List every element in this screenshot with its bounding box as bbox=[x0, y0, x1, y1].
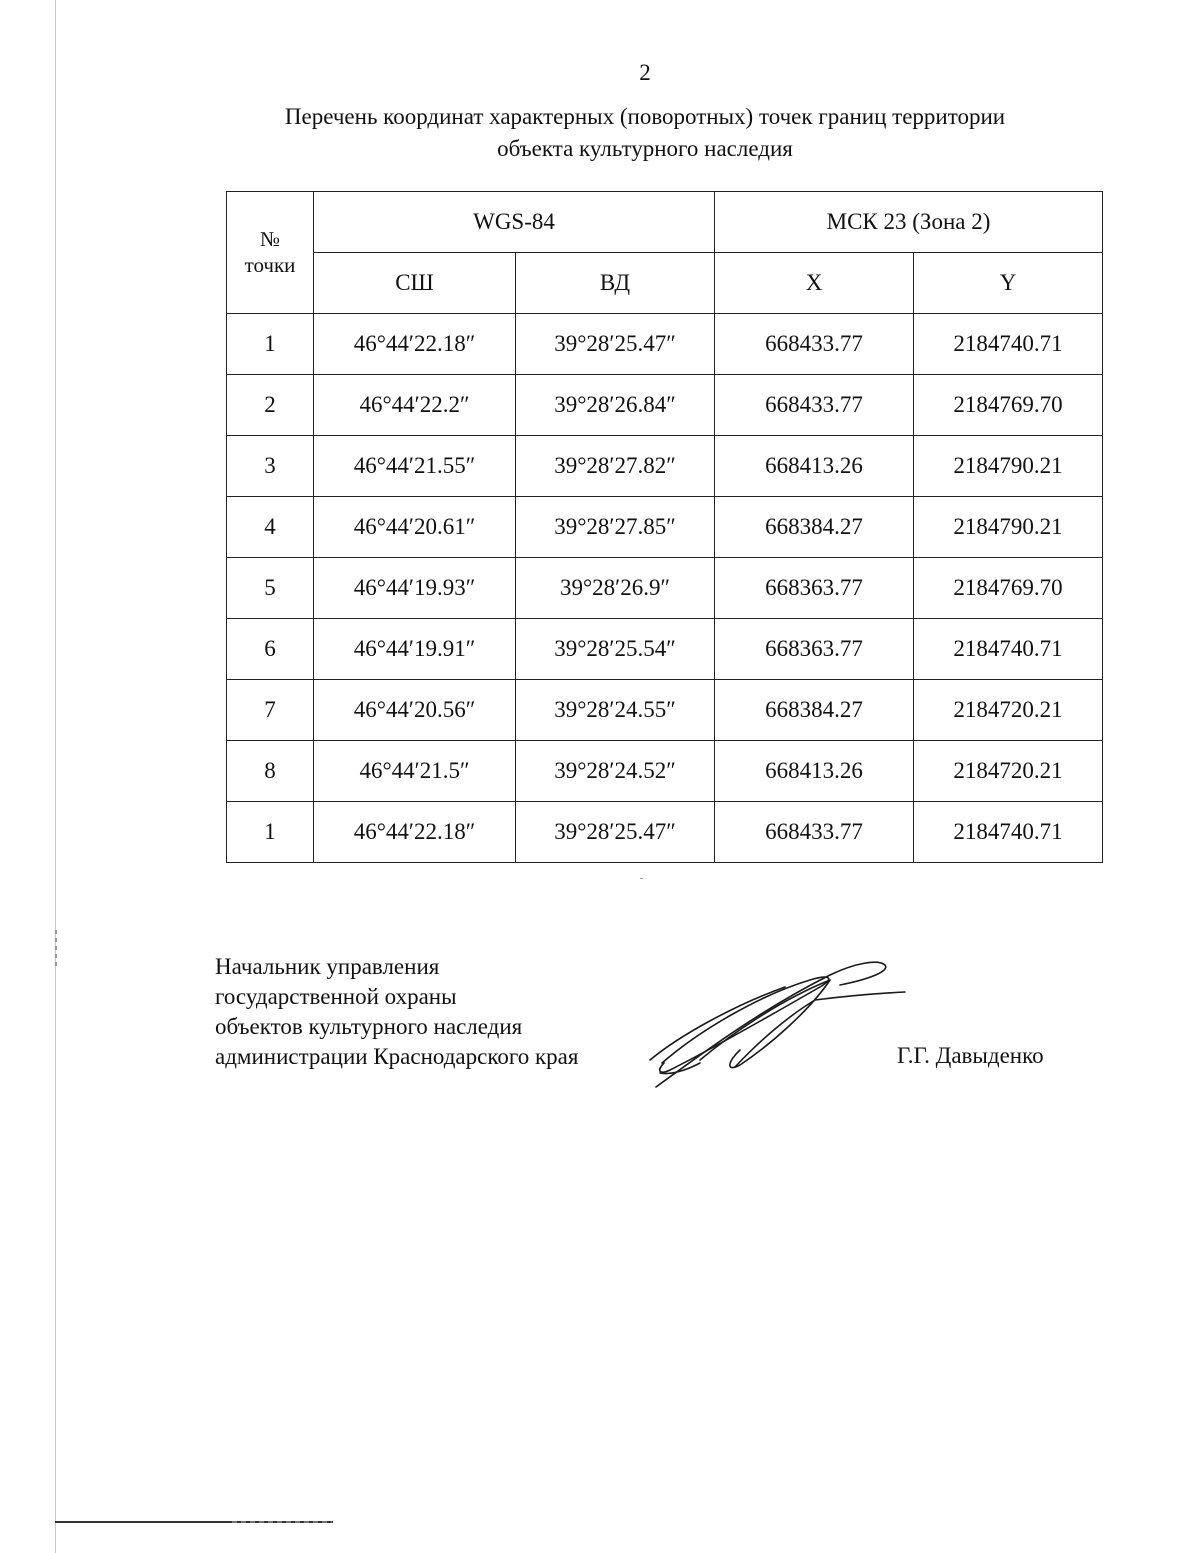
header-x: X bbox=[715, 253, 914, 314]
cell-latitude: 46°44′21.55″ bbox=[314, 436, 516, 497]
table-row bbox=[227, 741, 1103, 802]
cell-point-number: 3 bbox=[227, 436, 314, 497]
cell-longitude: 39°28′27.82″ bbox=[516, 436, 715, 497]
document-title-line-2: объекта культурного наследия bbox=[497, 136, 793, 161]
handwritten-signature bbox=[640, 955, 920, 1105]
cell-y: 2184790.21 bbox=[914, 436, 1103, 497]
signer-position bbox=[215, 952, 578, 1072]
document-title-line-1: Перечень координат характерных (поворотных) точек границ территории bbox=[284, 104, 1006, 129]
cell-x: 668363.77 bbox=[715, 619, 914, 680]
coordinates-table bbox=[226, 191, 1103, 863]
header-point-word: точки bbox=[244, 253, 296, 277]
cell-point-number: 4 bbox=[227, 497, 314, 558]
cell-longitude: 39°28′27.85″ bbox=[516, 497, 715, 558]
cell-x: 668363.77 bbox=[715, 558, 914, 619]
cell-x: 668413.26 bbox=[715, 436, 914, 497]
cell-longitude: 39°28′26.9″ bbox=[516, 558, 715, 619]
header-number-sign: № bbox=[259, 227, 281, 251]
cell-x: 668433.77 bbox=[715, 802, 914, 863]
header-y: Y bbox=[914, 253, 1103, 314]
table-row bbox=[227, 436, 1103, 497]
cell-point-number: 1 bbox=[227, 314, 314, 375]
cell-latitude: 46°44′22.18″ bbox=[314, 314, 516, 375]
cell-y: 2184740.71 bbox=[914, 802, 1103, 863]
cell-longitude: 39°28′25.47″ bbox=[516, 802, 715, 863]
cell-y: 2184790.21 bbox=[914, 497, 1103, 558]
header-group-msk23: МСК 23 (Зона 2) bbox=[715, 192, 1103, 253]
cell-y: 2184720.21 bbox=[914, 741, 1103, 802]
signer-name: Г.Г. Давыденко bbox=[897, 1043, 1044, 1068]
cell-x: 668433.77 bbox=[715, 314, 914, 375]
header-longitude: ВД bbox=[516, 253, 715, 314]
table-row bbox=[227, 375, 1103, 436]
cell-latitude: 46°44′22.18″ bbox=[314, 802, 516, 863]
scan-speck bbox=[640, 878, 643, 879]
cell-y: 2184720.21 bbox=[914, 680, 1103, 741]
cell-latitude: 46°44′20.56″ bbox=[314, 680, 516, 741]
table-row bbox=[227, 314, 1103, 375]
footer-rule-dashes bbox=[232, 1521, 332, 1523]
signer-position-line-3: объектов культурного наследия bbox=[215, 1014, 523, 1039]
cell-y: 2184769.70 bbox=[914, 558, 1103, 619]
cell-longitude: 39°28′26.84″ bbox=[516, 375, 715, 436]
signer-position-line-2: государственной охраны bbox=[215, 984, 457, 1009]
cell-point-number: 8 bbox=[227, 741, 314, 802]
cell-latitude: 46°44′20.61″ bbox=[314, 497, 516, 558]
cell-point-number: 7 bbox=[227, 680, 314, 741]
signer-position-line-4: администрации Краснодарского края bbox=[215, 1044, 579, 1069]
table-row bbox=[227, 680, 1103, 741]
cell-point-number: 5 bbox=[227, 558, 314, 619]
table-row bbox=[227, 558, 1103, 619]
header-group-wgs84: WGS-84 bbox=[314, 192, 715, 253]
cell-x: 668384.27 bbox=[715, 497, 914, 558]
cell-longitude: 39°28′25.47″ bbox=[516, 314, 715, 375]
signer-position-line-1: Начальник управления bbox=[215, 954, 440, 979]
cell-longitude: 39°28′24.55″ bbox=[516, 680, 715, 741]
cell-y: 2184769.70 bbox=[914, 375, 1103, 436]
cell-x: 668384.27 bbox=[715, 680, 914, 741]
cell-point-number: 6 bbox=[227, 619, 314, 680]
cell-longitude: 39°28′25.54″ bbox=[516, 619, 715, 680]
cell-point-number: 1 bbox=[227, 802, 314, 863]
table-row bbox=[227, 619, 1103, 680]
header-point-number bbox=[227, 192, 314, 314]
cell-longitude: 39°28′24.52″ bbox=[516, 741, 715, 802]
cell-x: 668433.77 bbox=[715, 375, 914, 436]
document-title bbox=[200, 101, 1090, 165]
table-row bbox=[227, 497, 1103, 558]
cell-latitude: 46°44′22.2″ bbox=[314, 375, 516, 436]
cell-latitude: 46°44′19.91″ bbox=[314, 619, 516, 680]
cell-latitude: 46°44′19.93″ bbox=[314, 558, 516, 619]
cell-latitude: 46°44′21.5″ bbox=[314, 741, 516, 802]
header-latitude: СШ bbox=[314, 253, 516, 314]
cell-y: 2184740.71 bbox=[914, 314, 1103, 375]
page-number: 2 bbox=[639, 60, 651, 85]
table-row bbox=[227, 802, 1103, 863]
scan-edge-marks bbox=[55, 930, 57, 970]
cell-y: 2184740.71 bbox=[914, 619, 1103, 680]
scan-left-edge bbox=[55, 0, 56, 1553]
cell-point-number: 2 bbox=[227, 375, 314, 436]
cell-x: 668413.26 bbox=[715, 741, 914, 802]
